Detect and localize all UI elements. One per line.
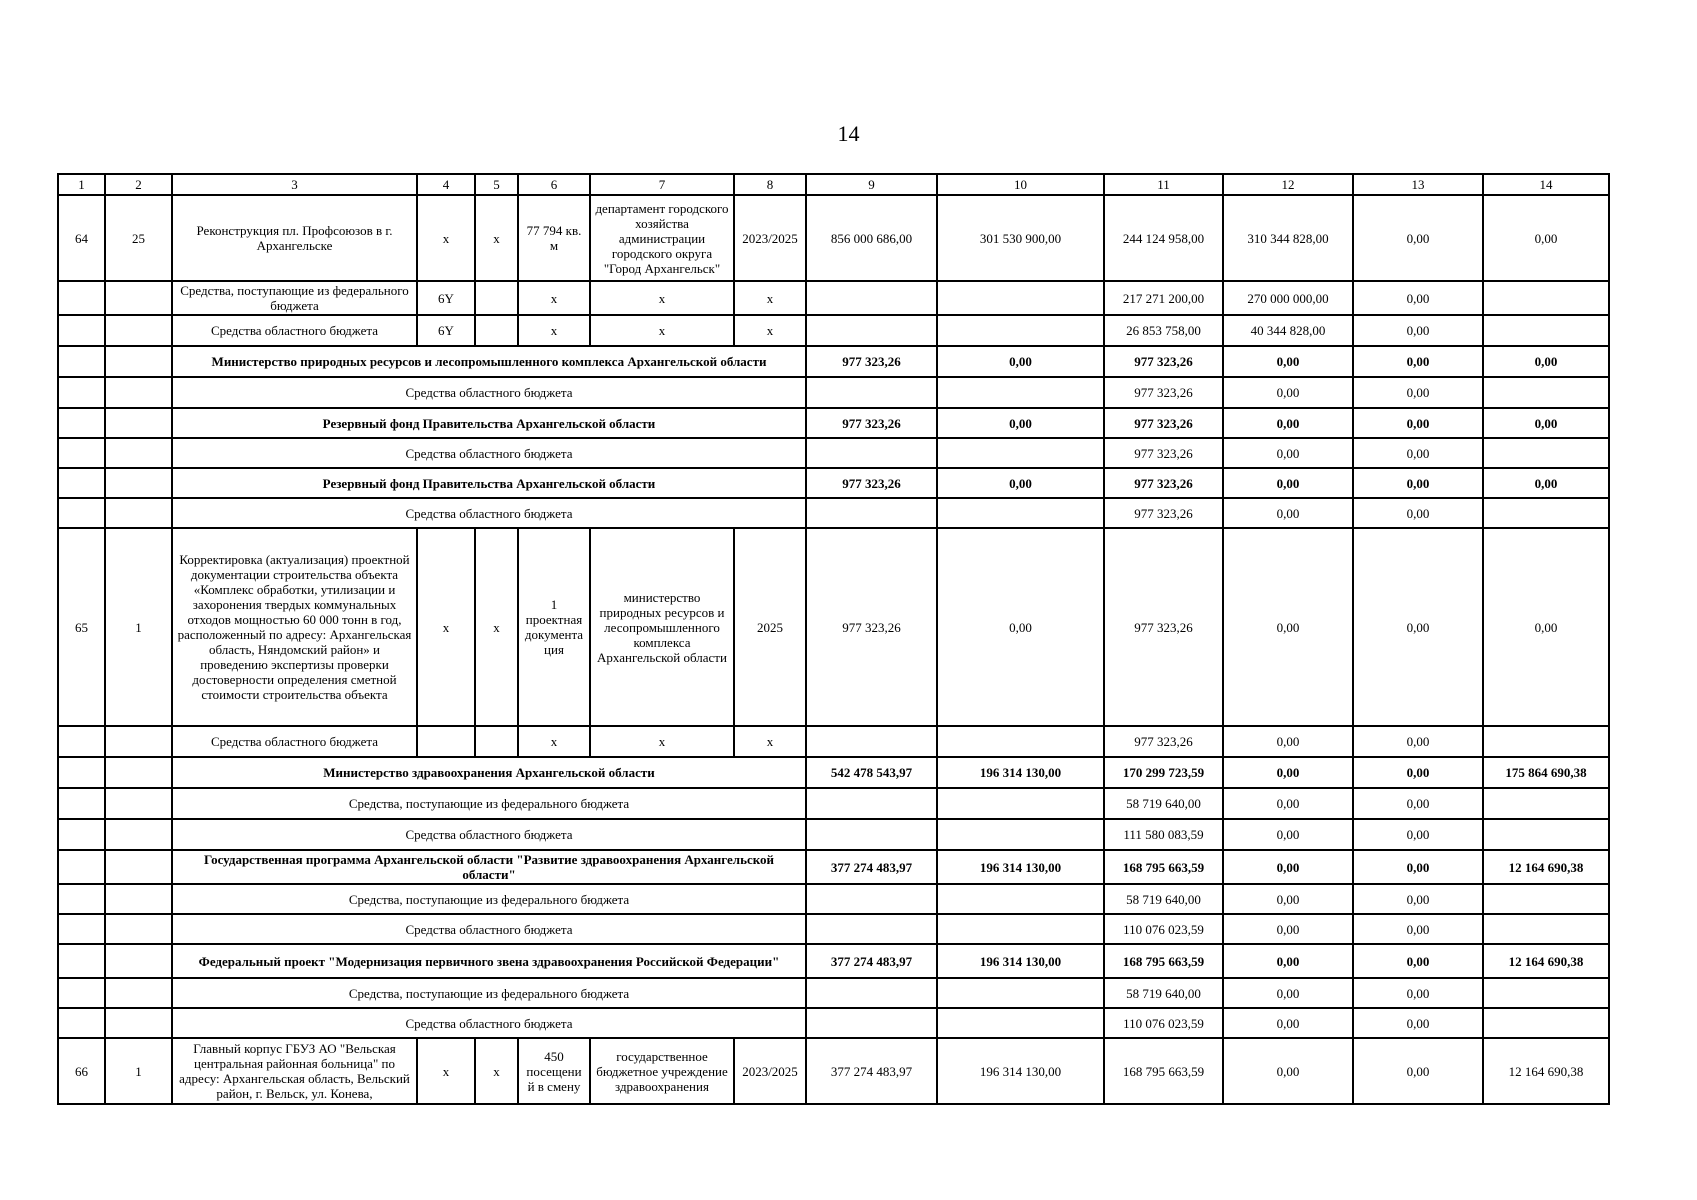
- amount-c10: 0,00: [937, 346, 1104, 377]
- cell-x: х: [734, 281, 806, 315]
- amount-c13: 0,00: [1353, 438, 1483, 468]
- object-name: Корректировка (актуализация) проектной документации строительства объекта «Комплекс обработки, утилизации и захоронения твердых коммунальных отходов мощностью 60 000 тонн в год, расположенный по адресу: Архангельская область, Няндомский район» и проведению экспертизы проверки достоверности определения сметной стоимости строительства объекта: [172, 528, 417, 726]
- amount-c13: 0,00: [1353, 914, 1483, 944]
- amount-c12: 0,00: [1223, 346, 1353, 377]
- amount-c14: 12 164 690,38: [1483, 944, 1609, 978]
- table-row: [58, 1038, 1609, 1104]
- amount-c12: 0,00: [1223, 978, 1353, 1008]
- period: 2023/2025: [734, 1038, 806, 1104]
- table-row: [58, 978, 1609, 1008]
- amount-c13: 0,00: [1353, 1008, 1483, 1038]
- amount-c12: 310 344 828,00: [1223, 195, 1353, 281]
- amount-c12: 0,00: [1223, 468, 1353, 498]
- col-number: 7: [590, 174, 734, 195]
- amount-c11: 168 795 663,59: [1104, 850, 1223, 884]
- amount-c11: 168 795 663,59: [1104, 944, 1223, 978]
- amount-c12: 0,00: [1223, 408, 1353, 438]
- amount-c12: 0,00: [1223, 1038, 1353, 1104]
- amount-c10: 196 314 130,00: [937, 757, 1104, 788]
- table-row: [58, 498, 1609, 528]
- amount-c12: 0,00: [1223, 914, 1353, 944]
- amount-c11: 977 323,26: [1104, 498, 1223, 528]
- amount-c11: 168 795 663,59: [1104, 1038, 1223, 1104]
- col-number: 4: [417, 174, 475, 195]
- col-number: 5: [475, 174, 518, 195]
- amount-c13: 0,00: [1353, 315, 1483, 346]
- group-row: [58, 757, 1609, 788]
- group-row: [58, 346, 1609, 377]
- amount-c13: 0,00: [1353, 408, 1483, 438]
- budget-code: 6Y: [417, 281, 475, 315]
- amount-c11: 977 323,26: [1104, 528, 1223, 726]
- source-label: Средства областного бюджета: [172, 377, 806, 408]
- amount-c13: 0,00: [1353, 377, 1483, 408]
- period: 2025: [734, 528, 806, 726]
- table-row: [58, 819, 1609, 850]
- amount-c11: 977 323,26: [1104, 726, 1223, 757]
- table-row: [58, 884, 1609, 914]
- amount-c13: 0,00: [1353, 788, 1483, 819]
- table-row: [58, 788, 1609, 819]
- table-row: [58, 281, 1609, 315]
- amount-c12: 0,00: [1223, 1008, 1353, 1038]
- amount-c14: 0,00: [1483, 468, 1609, 498]
- cell-x: х: [518, 315, 590, 346]
- group-title: Министерство природных ресурсов и лесопромышленного комплекса Архангельской области: [172, 346, 806, 377]
- amount-c14: 12 164 690,38: [1483, 1038, 1609, 1104]
- amount-c13: 0,00: [1353, 468, 1483, 498]
- group-title: Резервный фонд Правительства Архангельской области: [172, 468, 806, 498]
- amount-c9: 377 274 483,97: [806, 850, 937, 884]
- cell-c4: х: [417, 528, 475, 726]
- amount-c10: 0,00: [937, 528, 1104, 726]
- source-label: Средства областного бюджета: [172, 438, 806, 468]
- col-number: 2: [105, 174, 172, 195]
- amount-c14: 0,00: [1483, 195, 1609, 281]
- column-number-row: [58, 174, 1609, 195]
- amount-c13: 0,00: [1353, 528, 1483, 726]
- amount-c13: 0,00: [1353, 757, 1483, 788]
- cell-x: х: [590, 315, 734, 346]
- source-label: Средства областного бюджета: [172, 914, 806, 944]
- amount-c11: 977 323,26: [1104, 377, 1223, 408]
- table-row: [58, 1008, 1609, 1038]
- amount-c10: 196 314 130,00: [937, 944, 1104, 978]
- cell-c5: х: [475, 195, 518, 281]
- group-row: [58, 850, 1609, 884]
- amount-c11: 26 853 758,00: [1104, 315, 1223, 346]
- amount-c11: 977 323,26: [1104, 408, 1223, 438]
- col-number: 3: [172, 174, 417, 195]
- cell-x: х: [590, 281, 734, 315]
- amount-c11: 58 719 640,00: [1104, 884, 1223, 914]
- amount-c13: 0,00: [1353, 850, 1483, 884]
- amount-c12: 270 000 000,00: [1223, 281, 1353, 315]
- amount-c11: 244 124 958,00: [1104, 195, 1223, 281]
- table-row: [58, 315, 1609, 346]
- budget-table: [57, 173, 1610, 1105]
- amount-c10: 196 314 130,00: [937, 850, 1104, 884]
- amount-c12: 0,00: [1223, 819, 1353, 850]
- cell-x: х: [734, 726, 806, 757]
- amount-c13: 0,00: [1353, 346, 1483, 377]
- amount-c9: 377 274 483,97: [806, 1038, 937, 1104]
- object-name: Реконструкция пл. Профсоюзов в г. Архангельске: [172, 195, 417, 281]
- amount-c11: 110 076 023,59: [1104, 1008, 1223, 1038]
- col-number: 12: [1223, 174, 1353, 195]
- amount-c10: 0,00: [937, 468, 1104, 498]
- source-label: Средства, поступающие из федерального бюджета: [172, 884, 806, 914]
- group-title: Государственная программа Архангельской области "Развитие здравоохранения Архангельской области": [172, 850, 806, 884]
- row-subnumber: 1: [105, 1038, 172, 1104]
- amount-c11: 977 323,26: [1104, 438, 1223, 468]
- table-row: [58, 726, 1609, 757]
- amount-c9: 977 323,26: [806, 468, 937, 498]
- amount-c13: 0,00: [1353, 819, 1483, 850]
- capacity: 1 проектная документа ция: [518, 528, 590, 726]
- amount-c14: 0,00: [1483, 346, 1609, 377]
- cell-x: х: [518, 281, 590, 315]
- col-number: 13: [1353, 174, 1483, 195]
- source-label: Средства областного бюджета: [172, 819, 806, 850]
- amount-c12: 0,00: [1223, 757, 1353, 788]
- amount-c10: 301 530 900,00: [937, 195, 1104, 281]
- table-row: [58, 914, 1609, 944]
- amount-c13: 0,00: [1353, 281, 1483, 315]
- col-number: 1: [58, 174, 105, 195]
- amount-c9: 977 323,26: [806, 346, 937, 377]
- amount-c9: 856 000 686,00: [806, 195, 937, 281]
- col-number: 10: [937, 174, 1104, 195]
- table-row: [58, 528, 1609, 726]
- capacity: 77 794 кв. м: [518, 195, 590, 281]
- amount-c9: 542 478 543,97: [806, 757, 937, 788]
- amount-c10: 0,00: [937, 408, 1104, 438]
- col-number: 9: [806, 174, 937, 195]
- budget-code: 6Y: [417, 315, 475, 346]
- col-number: 6: [518, 174, 590, 195]
- amount-c11: 170 299 723,59: [1104, 757, 1223, 788]
- table-row: [58, 195, 1609, 281]
- amount-c11: 217 271 200,00: [1104, 281, 1223, 315]
- table-row: [58, 438, 1609, 468]
- cell-c5: х: [475, 528, 518, 726]
- cell-c5: х: [475, 1038, 518, 1104]
- amount-c12: 0,00: [1223, 528, 1353, 726]
- amount-c13: 0,00: [1353, 978, 1483, 1008]
- source-label: Средства, поступающие из федерального бюджета: [172, 281, 417, 315]
- col-number: 8: [734, 174, 806, 195]
- amount-c11: 110 076 023,59: [1104, 914, 1223, 944]
- source-label: Средства областного бюджета: [172, 498, 806, 528]
- source-label: Средства, поступающие из федерального бюджета: [172, 978, 806, 1008]
- col-number: 11: [1104, 174, 1223, 195]
- amount-c11: 977 323,26: [1104, 468, 1223, 498]
- cell-c4: х: [417, 1038, 475, 1104]
- source-label: Средства областного бюджета: [172, 1008, 806, 1038]
- period: 2023/2025: [734, 195, 806, 281]
- group-title: Министерство здравоохранения Архангельской области: [172, 757, 806, 788]
- amount-c9: 977 323,26: [806, 408, 937, 438]
- col-number: 14: [1483, 174, 1609, 195]
- row-subnumber: 25: [105, 195, 172, 281]
- amount-c14: 0,00: [1483, 408, 1609, 438]
- row-number: 66: [58, 1038, 105, 1104]
- amount-c13: 0,00: [1353, 1038, 1483, 1104]
- amount-c12: 0,00: [1223, 788, 1353, 819]
- amount-c13: 0,00: [1353, 498, 1483, 528]
- group-title: Резервный фонд Правительства Архангельской области: [172, 408, 806, 438]
- group-row: [58, 468, 1609, 498]
- customer: департамент городского хозяйства администрации городского округа "Город Архангельск": [590, 195, 734, 281]
- group-title: Федеральный проект "Модернизация первичного звена здравоохранения Российской Федерации": [172, 944, 806, 978]
- cell-x: х: [734, 315, 806, 346]
- amount-c14: 175 864 690,38: [1483, 757, 1609, 788]
- cell-x: х: [590, 726, 734, 757]
- amount-c13: 0,00: [1353, 726, 1483, 757]
- amount-c9: 977 323,26: [806, 528, 937, 726]
- amount-c13: 0,00: [1353, 884, 1483, 914]
- amount-c11: 58 719 640,00: [1104, 788, 1223, 819]
- amount-c9: 377 274 483,97: [806, 944, 937, 978]
- source-label: Средства, поступающие из федерального бюджета: [172, 788, 806, 819]
- amount-c13: 0,00: [1353, 944, 1483, 978]
- row-number: 64: [58, 195, 105, 281]
- group-row: [58, 408, 1609, 438]
- source-label: Средства областного бюджета: [172, 726, 417, 757]
- amount-c11: 977 323,26: [1104, 346, 1223, 377]
- amount-c11: 58 719 640,00: [1104, 978, 1223, 1008]
- amount-c11: 111 580 083,59: [1104, 819, 1223, 850]
- object-name: Главный корпус ГБУЗ АО "Вельская центральная районная больница" по адресу: Архангельская область, Вельский район, г. Вельск, ул. Конева,: [172, 1038, 417, 1104]
- table-row: [58, 377, 1609, 408]
- amount-c13: 0,00: [1353, 195, 1483, 281]
- amount-c12: 0,00: [1223, 944, 1353, 978]
- cell-c4: х: [417, 195, 475, 281]
- amount-c12: 0,00: [1223, 850, 1353, 884]
- amount-c14: 0,00: [1483, 528, 1609, 726]
- row-number: 65: [58, 528, 105, 726]
- amount-c14: 12 164 690,38: [1483, 850, 1609, 884]
- amount-c12: 0,00: [1223, 884, 1353, 914]
- customer: министерство природных ресурсов и лесопромышленного комплекса Архангельской области: [590, 528, 734, 726]
- amount-c12: 0,00: [1223, 726, 1353, 757]
- amount-c12: 0,00: [1223, 438, 1353, 468]
- capacity: 450 посещени й в смену: [518, 1038, 590, 1104]
- page-number: 14: [837, 121, 860, 146]
- group-row: [58, 944, 1609, 978]
- cell-x: х: [518, 726, 590, 757]
- amount-c12: 40 344 828,00: [1223, 315, 1353, 346]
- amount-c12: 0,00: [1223, 498, 1353, 528]
- amount-c10: 196 314 130,00: [937, 1038, 1104, 1104]
- amount-c12: 0,00: [1223, 377, 1353, 408]
- customer: государственное бюджетное учреждение здравоохранения: [590, 1038, 734, 1104]
- source-label: Средства областного бюджета: [172, 315, 417, 346]
- row-subnumber: 1: [105, 528, 172, 726]
